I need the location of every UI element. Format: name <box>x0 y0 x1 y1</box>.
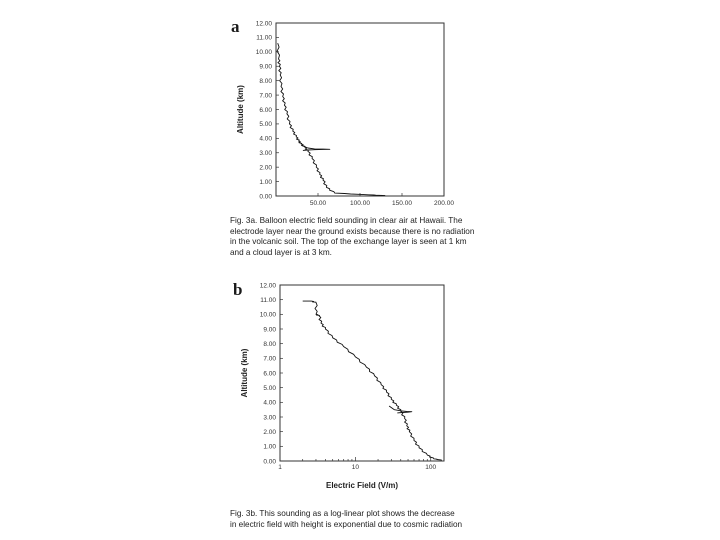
y-tick-label: 7.00 <box>263 355 276 363</box>
y-tick-label: 4.00 <box>259 135 272 143</box>
y-tick-label: 9.00 <box>263 326 276 334</box>
y-tick-label: 6.00 <box>259 106 272 114</box>
y-axis-label: Altitude (km) <box>240 348 249 398</box>
y-tick-label: 8.00 <box>259 77 272 85</box>
x-tick-label: 200.00 <box>434 200 454 207</box>
y-tick-label: 12.00 <box>259 282 276 290</box>
y-tick-label: 10.00 <box>259 311 276 319</box>
y-tick-label: 11.00 <box>260 296 276 304</box>
y-tick-label: 1.00 <box>259 178 272 186</box>
caption-a-line: in the volcanic soil. The top of the exchange layer is seen at 1 km <box>230 237 467 246</box>
y-tick-label: 2.00 <box>263 428 276 436</box>
y-tick-label: 2.00 <box>259 164 272 172</box>
plot-frame <box>280 285 444 461</box>
y-tick-label: 4.00 <box>263 399 276 407</box>
y-tick-label: 12.00 <box>255 20 272 28</box>
y-tick-label: 1.00 <box>263 443 276 451</box>
caption-a-line: electrode layer near the ground exists because there is no radiation <box>230 226 475 236</box>
caption-a <box>230 216 474 258</box>
x-tick-label: 100.00 <box>350 200 370 207</box>
y-tick-label: 5.00 <box>259 121 272 129</box>
sounding-trace <box>303 301 442 460</box>
y-tick-label: 8.00 <box>263 340 276 348</box>
y-axis-label: Altitude (km) <box>236 85 245 134</box>
caption-a-line: Fig. 3a. Balloon electric field sounding in clear air at Hawaii. The <box>230 216 463 225</box>
y-tick-label: 0.00 <box>259 193 272 201</box>
x-tick-label: 100 <box>425 464 437 471</box>
y-tick-label: 10.00 <box>255 49 272 57</box>
y-tick-label: 7.00 <box>259 92 272 100</box>
y-tick-label: 3.00 <box>263 414 276 422</box>
panel-b-letter: b <box>233 280 243 299</box>
caption-a-line: and a cloud layer is at 3 km. <box>230 247 332 257</box>
y-tick-label: 0.00 <box>263 458 276 466</box>
x-tick-label: 150.00 <box>392 200 412 207</box>
y-tick-label: 6.00 <box>263 370 276 378</box>
x-tick-label: 50.00 <box>309 200 327 207</box>
y-tick-label: 9.00 <box>259 63 272 71</box>
y-tick-label: 3.00 <box>259 150 272 158</box>
plot-frame <box>276 23 444 196</box>
x-axis-label: Electric Field (V/m) <box>325 481 399 490</box>
panel-a-letter: a <box>231 17 240 36</box>
caption-b <box>230 509 462 530</box>
caption-b-line: in electric field with height is exponential due to cosmic radiation <box>230 519 463 529</box>
sounding-trace <box>277 43 385 195</box>
x-tick-label: 10 <box>351 464 359 471</box>
y-tick-label: 5.00 <box>263 384 276 392</box>
y-tick-label: 11.00 <box>256 34 272 42</box>
x-tick-label: 1 <box>278 464 282 471</box>
chart-b <box>240 282 444 490</box>
chart-a <box>236 20 454 207</box>
caption-b-line: Fig. 3b. This sounding as a log-linear plot shows the decrease <box>230 509 455 518</box>
